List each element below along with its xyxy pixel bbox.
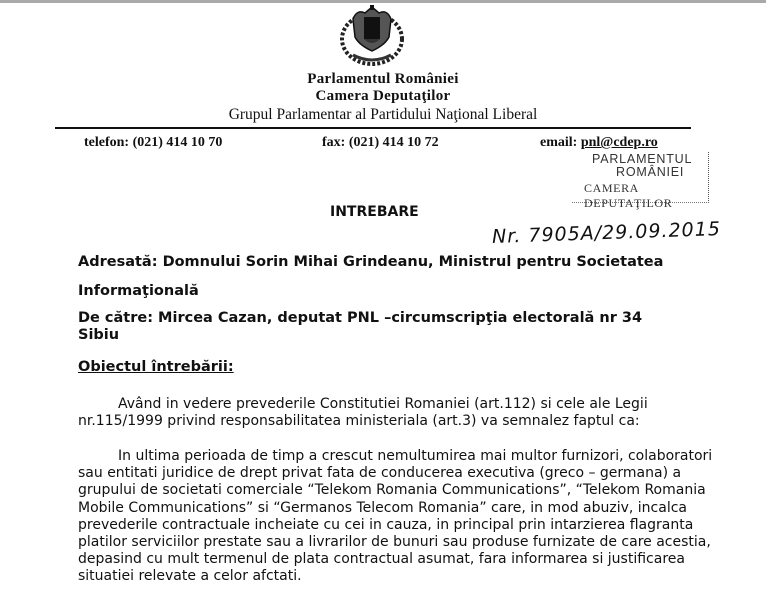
- header-divider: [55, 127, 691, 129]
- handwritten-registration-number: Nr. 7905A/29.09.2015: [491, 218, 722, 248]
- author-line-2: Sibiu: [78, 327, 120, 343]
- stamp-line-2: ROMÂNIEI: [616, 165, 685, 179]
- phone-number: telefon: (021) 414 10 70: [84, 135, 223, 150]
- stamp-line-1: PARLAMENTUL: [592, 152, 693, 166]
- body-paragraph: In ultima perioada de timp a crescut nemultumirea mai multor furnizori, colaboratori sau entitati juridice de drept privat fata de conducerea executiva (greco – germana) a grupului de societati comerciale “Telekom Romania Communications”, “Telekom Romania Mobile Communications” si “Germanos Telecom Romania” care, in mod abuziv, incalca prevederile contractuale incheiate cu cei in cauza, in principal prin intarzierea flagranta platilor serviciilor prestate sau a livrarilor de bunuri sau produse furnizate de care acestia, depasind cu mult termenul de plata contractual asumat, fara informarea si justificarea situatiei relevate a celor afctati.: [78, 448, 713, 585]
- fax-number: fax: (021) 414 10 72: [322, 135, 439, 150]
- email-contact: [540, 135, 658, 151]
- romanian-coat-of-arms-icon: [339, 3, 405, 67]
- addressee-line-2: Informaţională: [78, 283, 199, 299]
- author-line-1: De către: Mircea Cazan, deputat PNL –circumscripţia electorală nr 34: [78, 310, 643, 326]
- stamp-line-3: CAMERA DEPUTAŢILOR: [584, 181, 673, 210]
- institution-name: Parlamentul României: [307, 71, 459, 87]
- body-paragraph: Având in vedere prevederile Constitutiei Romaniei (art.112) si cele ale Legii nr.115/1999 privind responsabilitatea ministeriala (art.3) va semnalez faptul ca:: [78, 396, 648, 430]
- parliamentary-group-name: Grupul Parlamentar al Partidului Naţional Liberal: [228, 106, 538, 123]
- registry-stamp: [572, 152, 709, 210]
- document-title: INTREBARE: [330, 204, 419, 220]
- addressee-line-1: Adresată: Domnului Sorin Mihai Grindeanu, Ministrul pentru Societatea: [78, 254, 664, 270]
- email-link[interactable]: pnl@cdep.ro: [580, 135, 658, 150]
- chamber-name: Camera Deputaţilor: [315, 88, 451, 104]
- email-label: email:: [540, 135, 581, 150]
- subject-heading: Obiectul întrebării:: [78, 359, 234, 375]
